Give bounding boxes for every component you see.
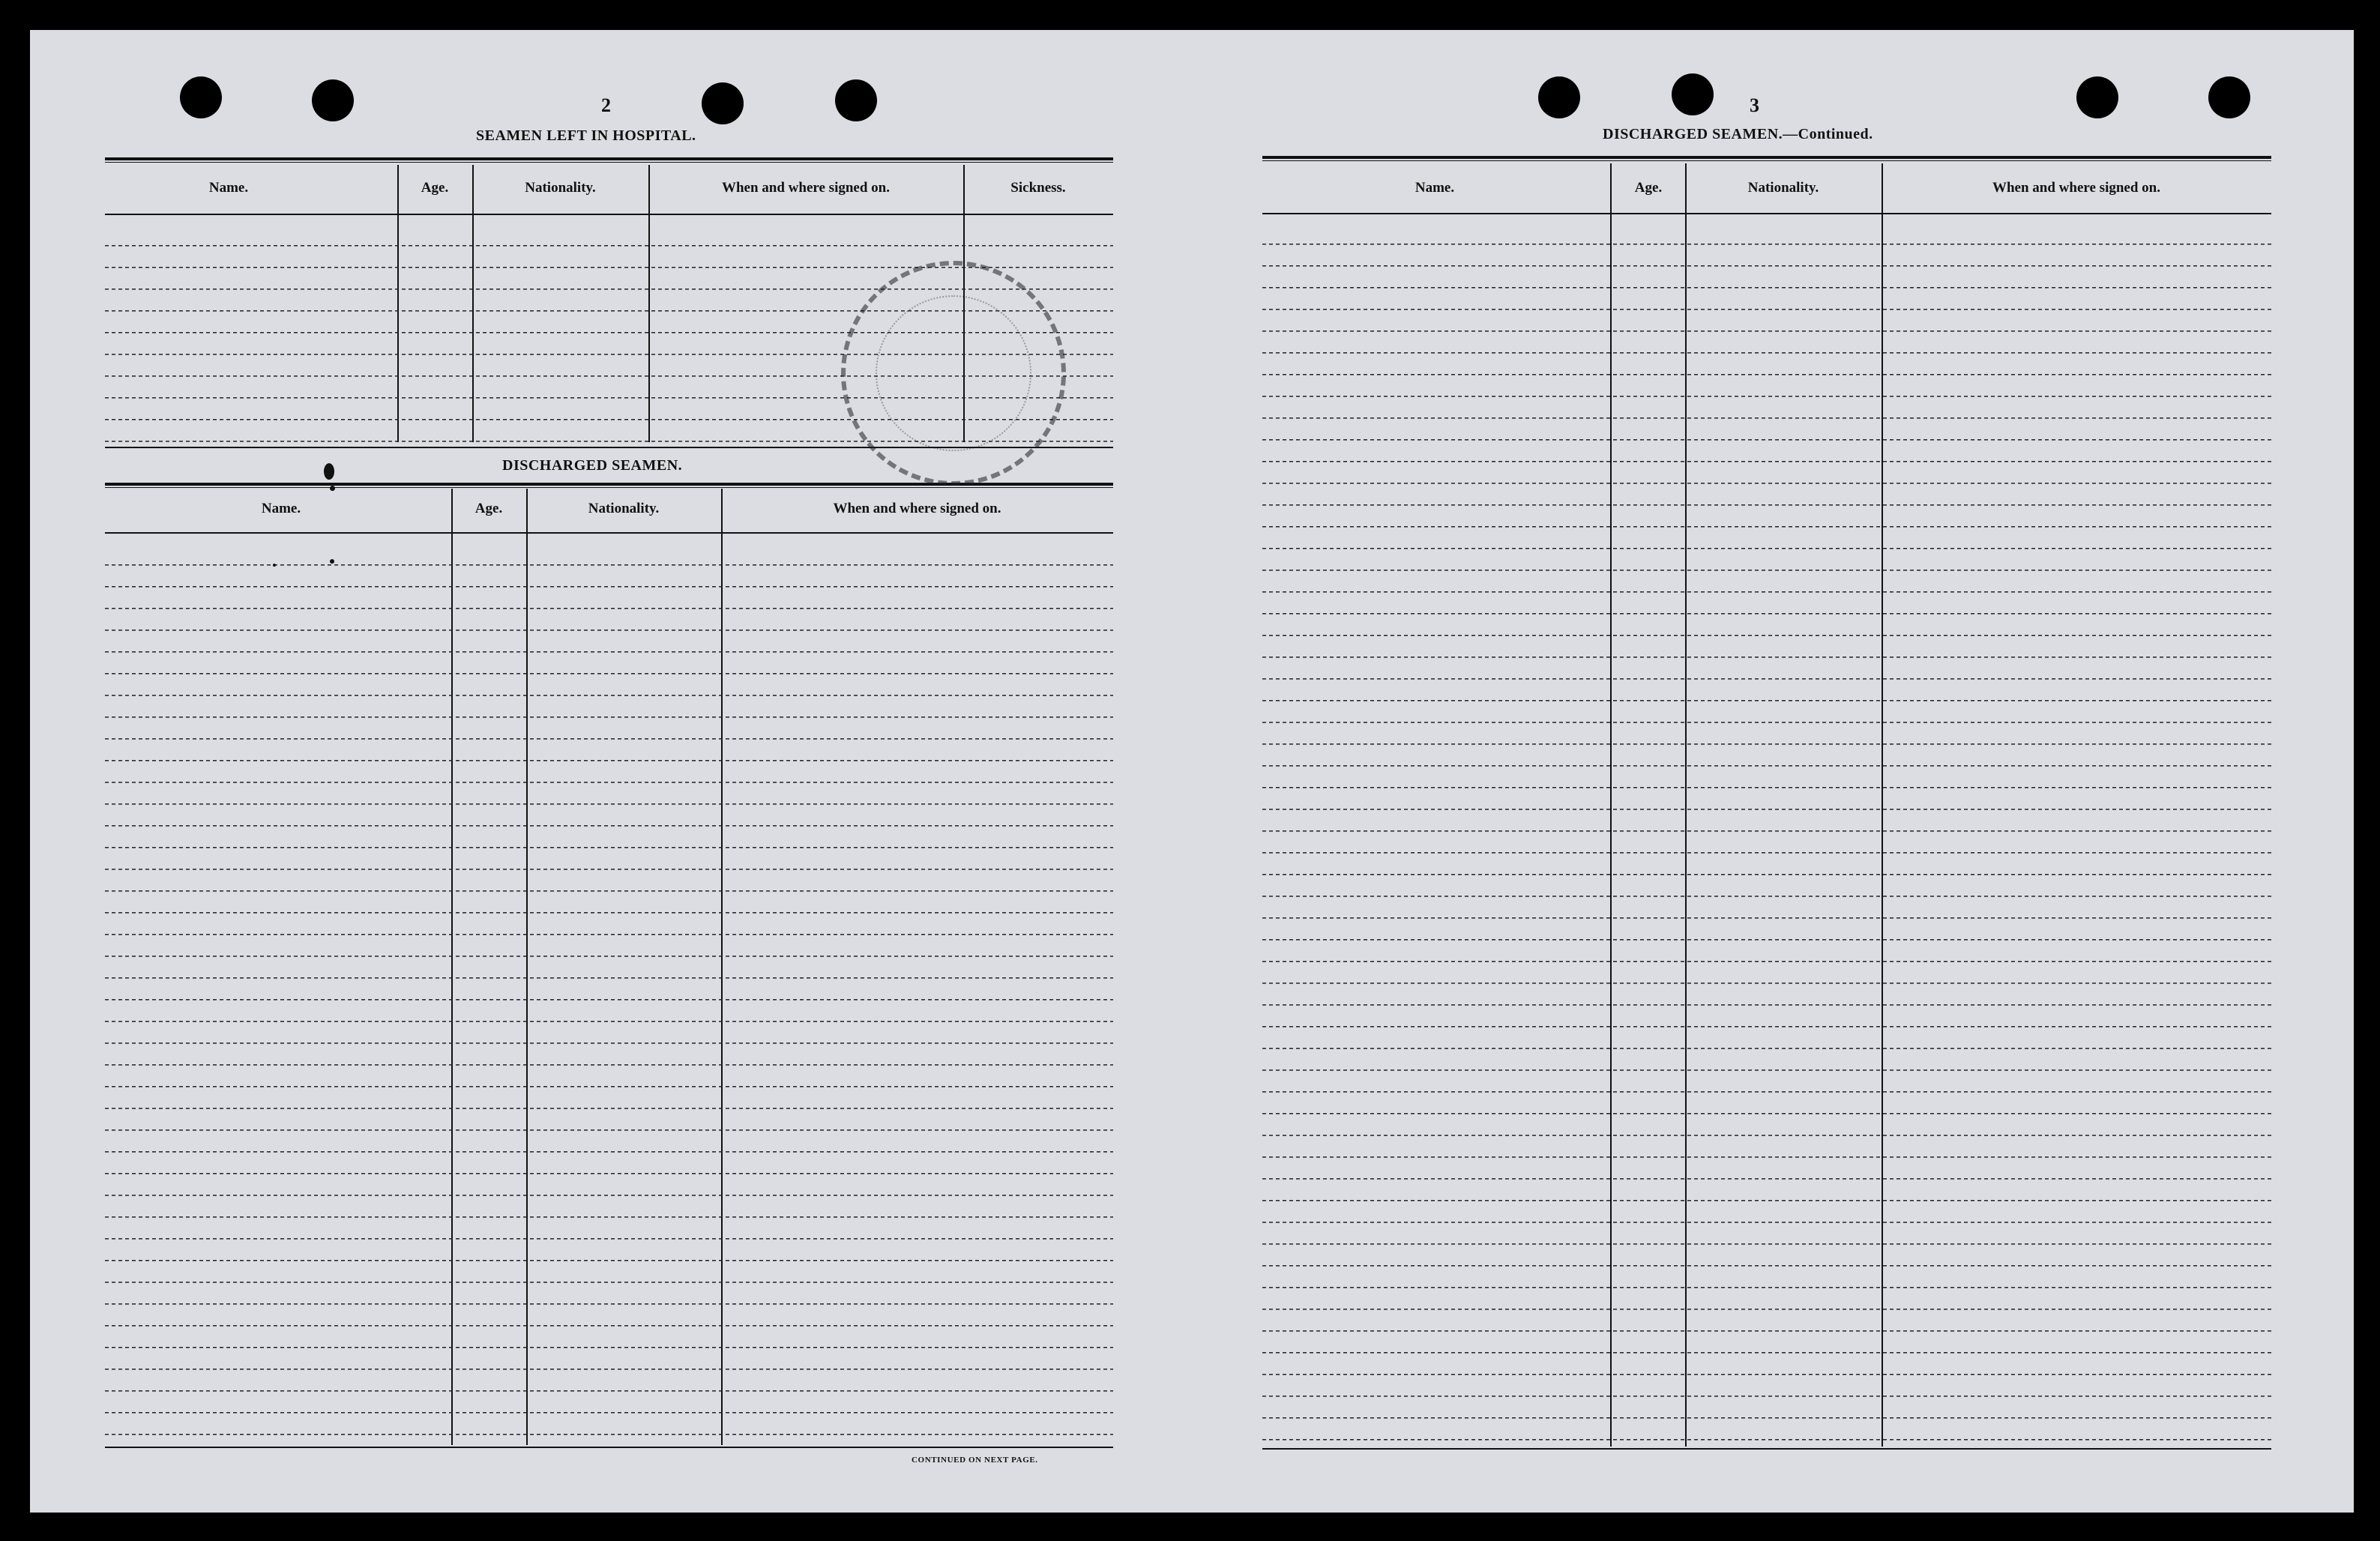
circular-stamp [841,261,1066,486]
header-underline [105,532,1113,534]
ink-speck [273,564,276,567]
col-header-name: Name. [208,180,249,196]
page-number: 3 [1750,94,1759,116]
col-header-nationality: Nationality. [525,180,596,196]
col-header-signed-on: When and where signed on. [1992,180,2160,196]
col-header-age: Age. [421,180,449,196]
continued-table-bottom-rule [1262,1448,2271,1450]
discharged-table-bottom-rule [105,1447,1113,1448]
col-header-age: Age. [475,501,503,516]
col-header-name: Name. [1415,180,1455,196]
col-header-signed-on: When and where signed on. [721,180,890,196]
continued-entry-lines [1262,223,2271,1445]
col-header-nationality: Nationality. [1747,180,1819,196]
discharged-section-title: DISCHARGED SEAMEN. [502,457,683,474]
right-page [1192,30,2354,1513]
discharged-continued-title: DISCHARGED SEAMEN.—Continued. [1603,126,1873,142]
col-header-signed-on: When and where signed on. [833,501,1001,516]
manifest-sheet [30,30,2354,1513]
stamp-inner-ring [876,295,1031,451]
page-number: 2 [601,94,611,116]
ink-speck [330,486,335,491]
col-header-name: Name. [261,501,301,516]
header-underline [105,214,1113,215]
header-underline [1262,213,2271,214]
continued-table-top-rule [1262,156,2271,161]
discharged-entry-lines [105,544,1113,1444]
hospital-section-title: SEAMEN LEFT IN HOSPITAL. [476,127,696,144]
col-header-age: Age. [1634,180,1663,196]
ink-speck [324,463,334,480]
continued-note: CONTINUED ON NEXT PAGE. [912,1456,1038,1465]
col-header-nationality: Nationality. [588,501,660,516]
hospital-table-top-rule [105,157,1113,163]
left-page [30,30,1192,1513]
col-header-sickness: Sickness. [1010,180,1066,196]
ink-speck [330,559,334,564]
